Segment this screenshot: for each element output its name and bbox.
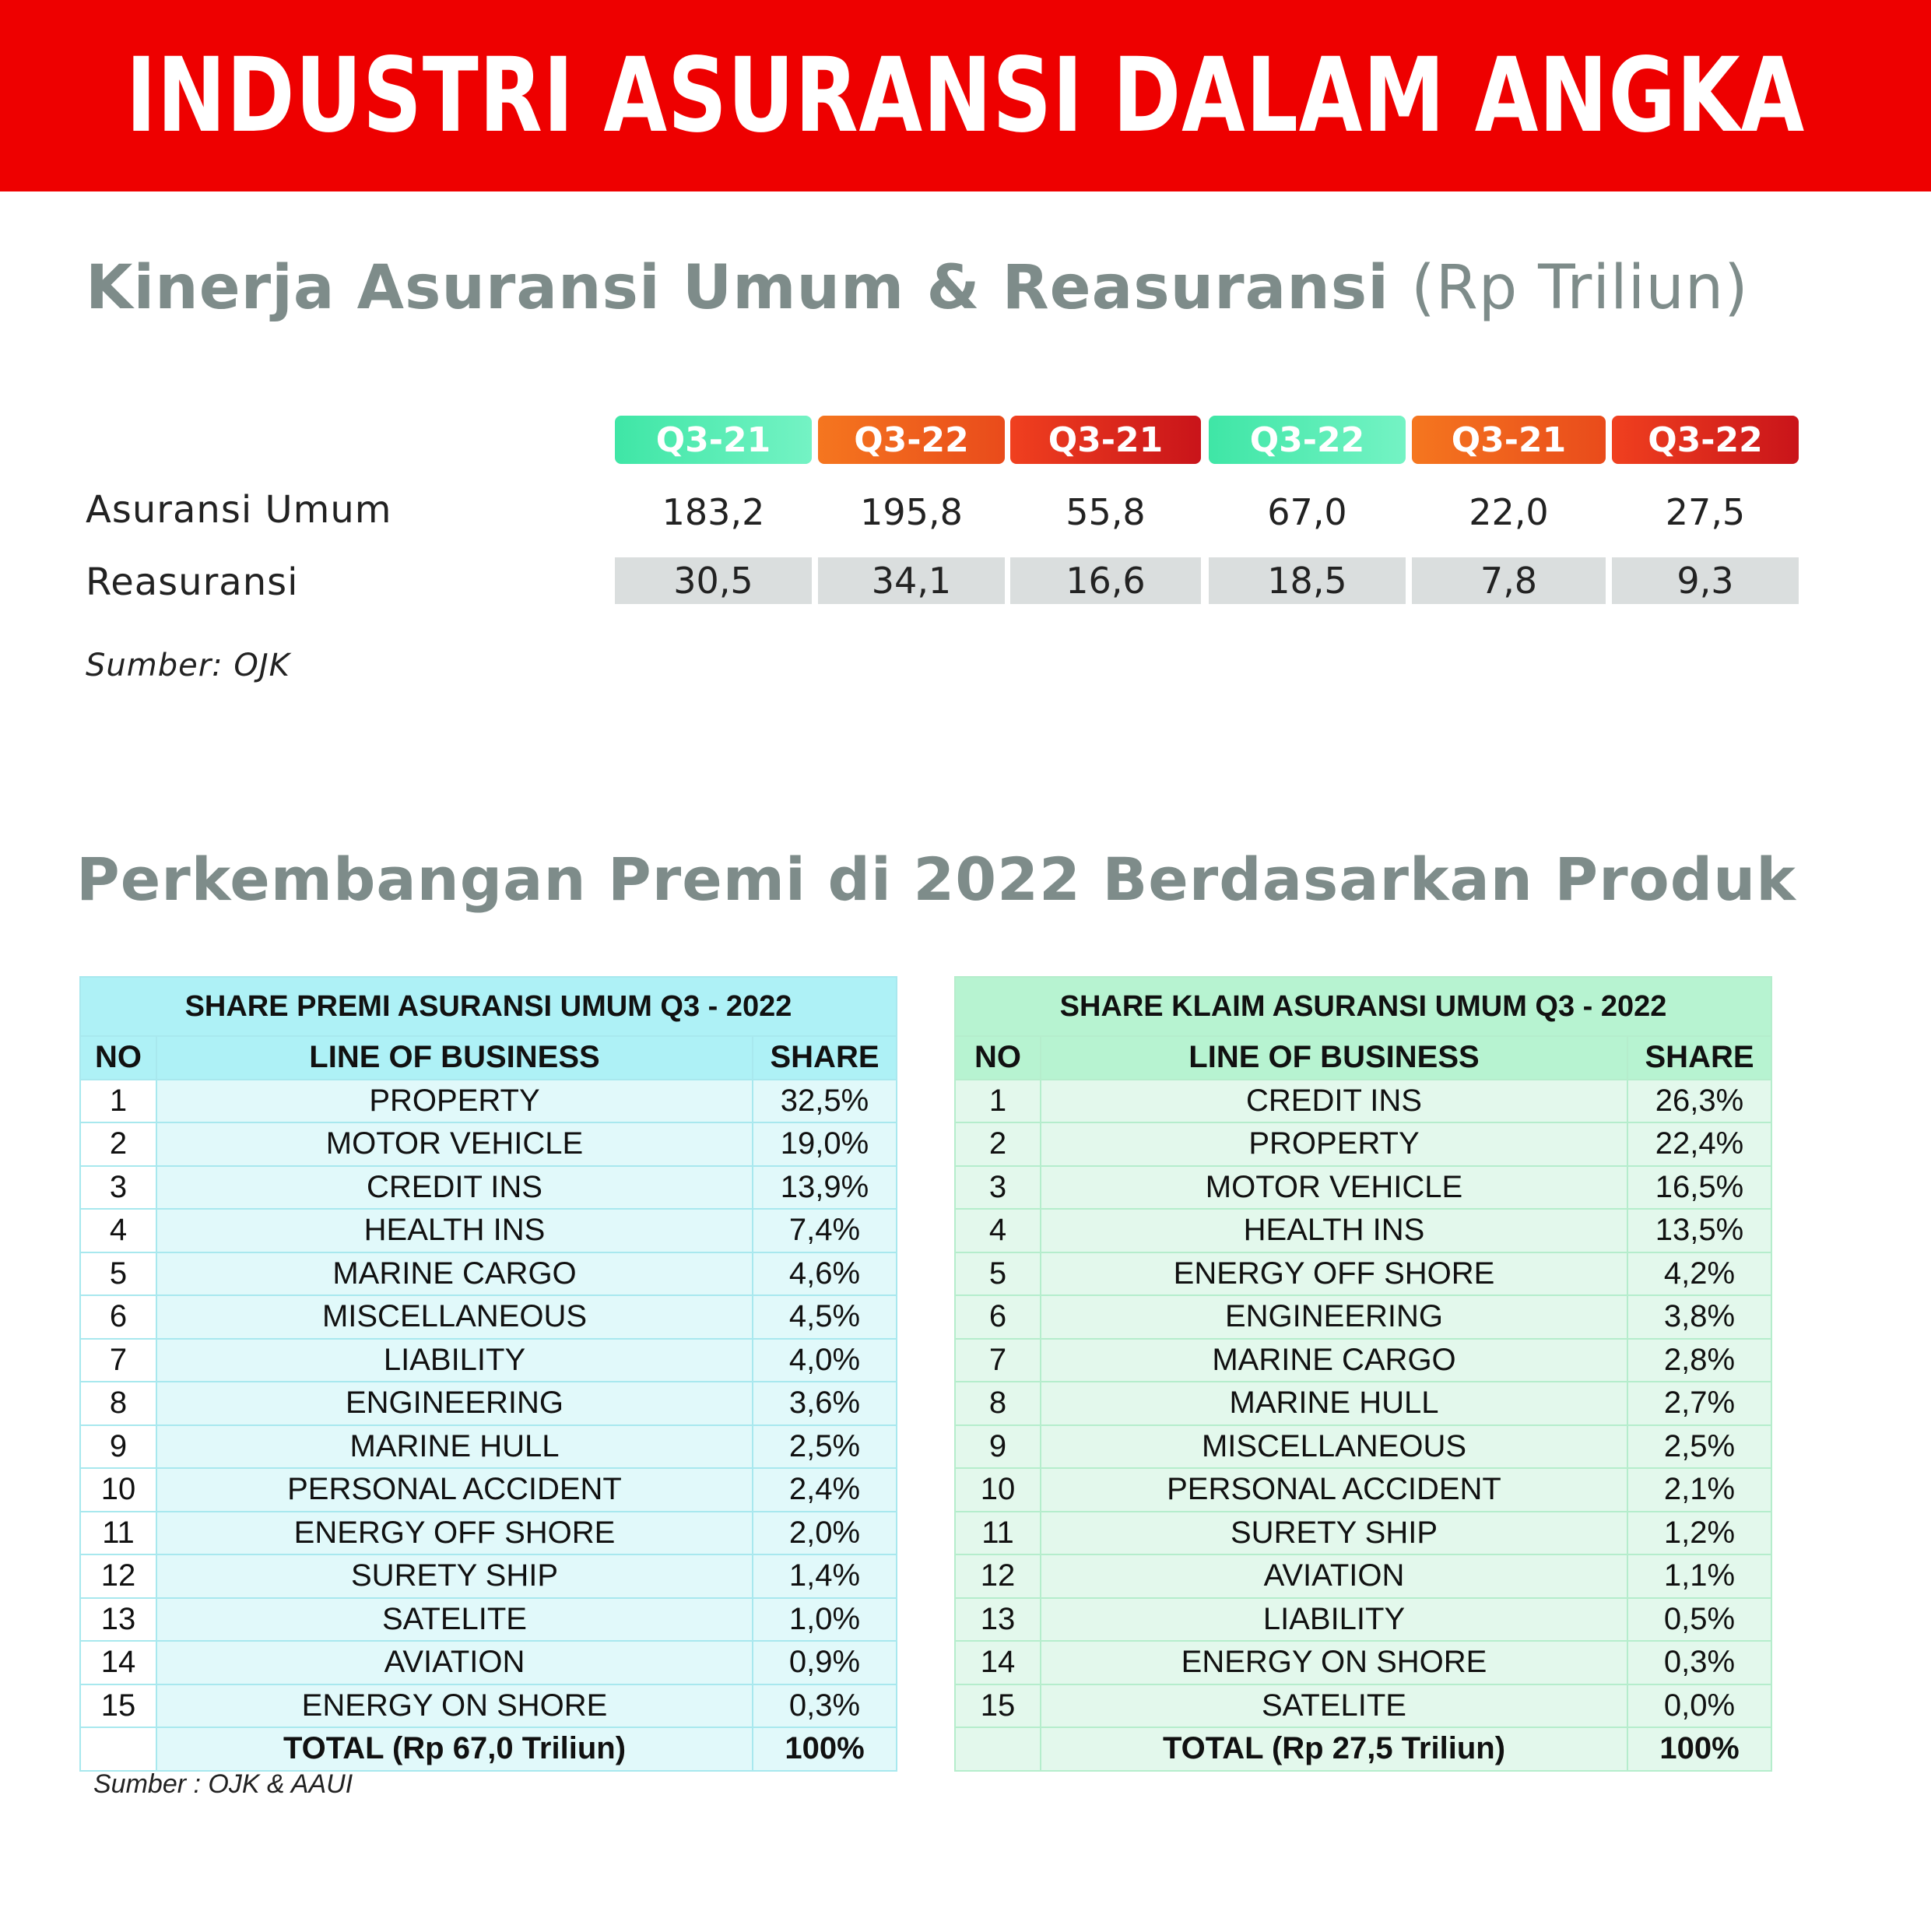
row-number: 12	[955, 1554, 1041, 1598]
total-row	[955, 1727, 1771, 1771]
line-of-business: MARINE CARGO	[1041, 1339, 1627, 1382]
share-value: 0,5%	[1627, 1598, 1771, 1642]
line-of-business: HEALTH INS	[156, 1209, 753, 1252]
column-header-line-of-business: LINE OF BUSINESS	[1041, 1036, 1627, 1080]
total-label: TOTAL (Rp 67,0 Triliun)	[156, 1727, 753, 1771]
line-of-business: HEALTH INS	[1041, 1209, 1627, 1252]
row-number: 1	[955, 1080, 1041, 1123]
line-of-business: ENERGY OFF SHORE	[156, 1512, 753, 1555]
period-header: Q3-22	[1612, 416, 1799, 464]
row-number: 1	[80, 1080, 156, 1123]
share-value: 4,5%	[753, 1295, 897, 1339]
share-value: 19,0%	[753, 1122, 897, 1166]
row-number: 14	[80, 1641, 156, 1684]
table-row	[80, 1295, 897, 1339]
row-number: 14	[955, 1641, 1041, 1684]
table-row	[80, 1684, 897, 1728]
line-of-business: CREDIT INS	[1041, 1080, 1627, 1123]
line-of-business: SURETY SHIP	[156, 1554, 753, 1598]
line-of-business: MOTOR VEHICLE	[1041, 1166, 1627, 1210]
line-of-business: PROPERTY	[1041, 1122, 1627, 1166]
share-value: 2,4%	[753, 1468, 897, 1512]
performance-title	[86, 253, 1749, 323]
share-value: 1,4%	[753, 1554, 897, 1598]
row-number: 2	[80, 1122, 156, 1166]
row-number: 2	[955, 1122, 1041, 1166]
share-value: 2,7%	[1627, 1382, 1771, 1425]
total-empty-cell	[955, 1727, 1041, 1771]
perf-value: 34,1	[818, 557, 1005, 604]
period-header: Q3-22	[1209, 416, 1406, 464]
perf-value: 7,8	[1412, 557, 1606, 604]
share-value: 0,3%	[1627, 1641, 1771, 1684]
table-row	[80, 1641, 897, 1684]
line-of-business: MISCELLANEOUS	[156, 1295, 753, 1339]
share-value: 4,2%	[1627, 1252, 1771, 1296]
line-of-business: ENGINEERING	[156, 1382, 753, 1425]
share-value: 32,5%	[753, 1080, 897, 1123]
share-value: 2,0%	[753, 1512, 897, 1555]
total-share: 100%	[753, 1727, 897, 1771]
row-number: 10	[80, 1468, 156, 1512]
table-row	[955, 1252, 1771, 1296]
row-number: 5	[80, 1252, 156, 1296]
row-number: 15	[80, 1684, 156, 1728]
share-value: 3,6%	[753, 1382, 897, 1425]
line-of-business: PERSONAL ACCIDENT	[1041, 1468, 1627, 1512]
table-row	[80, 1080, 897, 1123]
table-row	[955, 1295, 1771, 1339]
table-row	[80, 1166, 897, 1210]
row-number: 8	[955, 1382, 1041, 1425]
share-value: 4,0%	[753, 1339, 897, 1382]
period-header: Q3-21	[615, 416, 812, 464]
period-header: Q3-21	[1010, 416, 1201, 464]
line-of-business: LIABILITY	[156, 1339, 753, 1382]
perf-value: 195,8	[860, 491, 963, 533]
line-of-business: PROPERTY	[156, 1080, 753, 1123]
perf-value: 67,0	[1267, 491, 1347, 533]
row-number: 5	[955, 1252, 1041, 1296]
share-value: 4,6%	[753, 1252, 897, 1296]
line-of-business: SATELITE	[156, 1598, 753, 1642]
header-banner	[0, 0, 1931, 191]
row-number: 7	[80, 1339, 156, 1382]
row-number: 3	[955, 1166, 1041, 1210]
table-row	[80, 1512, 897, 1555]
share-value: 16,5%	[1627, 1166, 1771, 1210]
line-of-business: AVIATION	[156, 1641, 753, 1684]
share-value: 2,8%	[1627, 1339, 1771, 1382]
table-row	[80, 1252, 897, 1296]
row-label-asuransi-umum: Asuransi Umum	[86, 488, 392, 532]
total-share: 100%	[1627, 1727, 1771, 1771]
line-of-business: ENGINEERING	[1041, 1295, 1627, 1339]
row-number: 4	[955, 1209, 1041, 1252]
row-number: 13	[955, 1598, 1041, 1642]
perf-value: 18,5	[1209, 557, 1406, 604]
line-of-business: MARINE HULL	[156, 1425, 753, 1469]
share-value: 3,8%	[1627, 1295, 1771, 1339]
perf-value: 183,2	[662, 491, 765, 533]
share-value: 26,3%	[1627, 1080, 1771, 1123]
table-row	[955, 1339, 1771, 1382]
column-header-share: SHARE	[753, 1036, 897, 1080]
row-number: 6	[955, 1295, 1041, 1339]
share-value: 0,3%	[753, 1684, 897, 1728]
table-caption: SHARE KLAIM ASURANSI UMUM Q3 - 2022	[955, 977, 1771, 1036]
period-header: Q3-21	[1412, 416, 1606, 464]
share-value: 2,5%	[753, 1425, 897, 1469]
table-caption: SHARE PREMI ASURANSI UMUM Q3 - 2022	[80, 977, 897, 1036]
share-value: 13,5%	[1627, 1209, 1771, 1252]
perf-value: 55,8	[1066, 491, 1146, 533]
perf-value: 27,5	[1665, 491, 1746, 533]
table-row	[80, 1209, 897, 1252]
column-header-share: SHARE	[1627, 1036, 1771, 1080]
share-value: 13,9%	[753, 1166, 897, 1210]
table-row	[80, 1468, 897, 1512]
share-value: 2,1%	[1627, 1468, 1771, 1512]
perf-value: 9,3	[1612, 557, 1799, 604]
premi-section-title: Perkembangan Premi di 2022 Berdasarkan Produk	[76, 845, 1796, 914]
line-of-business: MARINE HULL	[1041, 1382, 1627, 1425]
table-row	[955, 1425, 1771, 1469]
table-row	[955, 1166, 1771, 1210]
share-value: 7,4%	[753, 1209, 897, 1252]
share-value: 1,1%	[1627, 1554, 1771, 1598]
row-label-reasuransi: Reasuransi	[86, 560, 299, 604]
share-value: 0,0%	[1627, 1684, 1771, 1728]
table-row	[955, 1468, 1771, 1512]
total-label: TOTAL (Rp 27,5 Triliun)	[1041, 1727, 1627, 1771]
table-row	[80, 1598, 897, 1642]
line-of-business: ENERGY OFF SHORE	[1041, 1252, 1627, 1296]
row-number: 13	[80, 1598, 156, 1642]
banner-title: INDUSTRI ASURANSI DALAM ANGKA	[125, 36, 1806, 156]
table-row	[955, 1684, 1771, 1728]
row-number: 12	[80, 1554, 156, 1598]
performance-source: Sumber: OJK	[86, 648, 290, 683]
line-of-business: CREDIT INS	[156, 1166, 753, 1210]
premi-share-table	[79, 976, 897, 1772]
row-number: 3	[80, 1166, 156, 1210]
table-row	[955, 1598, 1771, 1642]
line-of-business: MOTOR VEHICLE	[156, 1122, 753, 1166]
line-of-business: MARINE CARGO	[156, 1252, 753, 1296]
line-of-business: ENERGY ON SHORE	[156, 1684, 753, 1728]
column-header-line-of-business: LINE OF BUSINESS	[156, 1036, 753, 1080]
performance-title-text: Kinerja Asuransi Umum & Reasuransi	[86, 253, 1389, 323]
row-number: 11	[80, 1512, 156, 1555]
row-number: 9	[80, 1425, 156, 1469]
row-number: 7	[955, 1339, 1041, 1382]
column-header-no: NO	[80, 1036, 156, 1080]
row-number: 4	[80, 1209, 156, 1252]
table-row	[80, 1122, 897, 1166]
table-row	[955, 1209, 1771, 1252]
column-header-no: NO	[955, 1036, 1041, 1080]
perf-value: 22,0	[1469, 491, 1549, 533]
table-row	[955, 1122, 1771, 1166]
line-of-business: LIABILITY	[1041, 1598, 1627, 1642]
row-number: 15	[955, 1684, 1041, 1728]
table-row	[955, 1382, 1771, 1425]
table-row	[80, 1382, 897, 1425]
row-number: 10	[955, 1468, 1041, 1512]
total-empty-cell	[80, 1727, 156, 1771]
performance-unit: (Rp Triliun)	[1411, 253, 1749, 323]
line-of-business: PERSONAL ACCIDENT	[156, 1468, 753, 1512]
share-value: 2,5%	[1627, 1425, 1771, 1469]
row-number: 9	[955, 1425, 1041, 1469]
line-of-business: ENERGY ON SHORE	[1041, 1641, 1627, 1684]
perf-value: 16,6	[1010, 557, 1201, 604]
row-number: 8	[80, 1382, 156, 1425]
perf-value: 30,5	[615, 557, 812, 604]
table-row	[955, 1512, 1771, 1555]
row-number: 11	[955, 1512, 1041, 1555]
share-value: 1,2%	[1627, 1512, 1771, 1555]
line-of-business: SURETY SHIP	[1041, 1512, 1627, 1555]
share-value: 0,9%	[753, 1641, 897, 1684]
table-row	[80, 1425, 897, 1469]
line-of-business: SATELITE	[1041, 1684, 1627, 1728]
row-number: 6	[80, 1295, 156, 1339]
share-value: 1,0%	[753, 1598, 897, 1642]
total-row	[80, 1727, 897, 1771]
line-of-business: AVIATION	[1041, 1554, 1627, 1598]
table-row	[80, 1339, 897, 1382]
share-value: 22,4%	[1627, 1122, 1771, 1166]
table-row	[955, 1641, 1771, 1684]
tables-source: Sumber : OJK & AAUI	[93, 1769, 353, 1799]
table-row	[955, 1080, 1771, 1123]
table-row	[955, 1554, 1771, 1598]
table-row	[80, 1554, 897, 1598]
period-header: Q3-22	[818, 416, 1005, 464]
line-of-business: MISCELLANEOUS	[1041, 1425, 1627, 1469]
klaim-share-table	[954, 976, 1772, 1772]
